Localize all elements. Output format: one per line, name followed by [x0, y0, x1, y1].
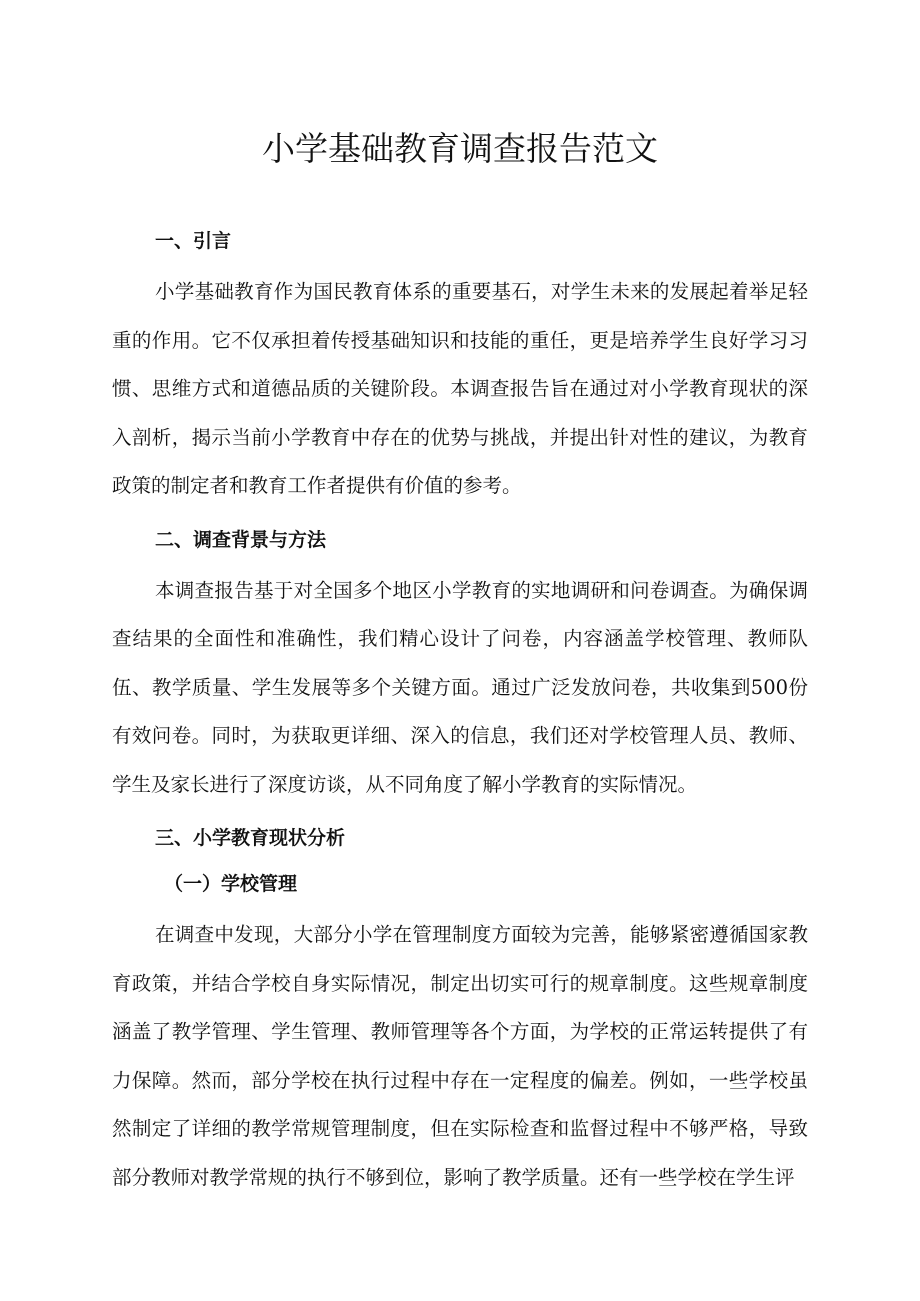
paragraph-background: 本调查报告基于对全国多个地区小学教育的实地调研和问卷调查。为确保调查结果的全面性和准确性，我们精心设计了问卷，内容涵盖学校管理、教师队伍、教学质量、学生发展等多个关键方面。通过广泛发放问卷，共收集到500份有效问卷。同时，为获取更详细、深入的信息，我们还对学校管理人员、教师、学生及家长进行了深度访谈，从不同角度了解小学教育的实际情况。 [112, 578, 808, 796]
document-title: 小学基础教育调查报告范文 [262, 129, 658, 168]
subsection-heading-school-management: （一）学校管理 [164, 873, 298, 895]
paragraph-school-management: 在调查中发现，大部分小学在管理制度方面较为完善，能够紧密遵循国家教育政策，并结合学校自身实际情况，制定出切实可行的规章制度。这些规章制度涵盖了教学管理、学生管理、教师管理等各个方面，为学校的正常运转提供了有力保障。然而，部分学校在执行过程中存在一定程度的偏差。例如，一些学校虽然制定了详细的教学常规管理制度，但在实际检查和监督过程中不够严格，导致部分教师对教学常规的执行不够到位，影响了教学质量。还有一些学校在学生评 [112, 923, 808, 1189]
section-heading-analysis: 三、小学教育现状分析 [155, 827, 346, 849]
section-heading-background: 二、调查背景与方法 [155, 528, 327, 551]
document-body [112, 222, 808, 1202]
paragraph-intro: 小学基础教育作为国民教育体系的重要基石，对学生未来的发展起着举足轻重的作用。它不仅承担着传授基础知识和技能的重任，更是培养学生良好学习习惯、思维方式和道德品质的关键阶段。本调查报告旨在通过对小学教育现状的深入剖析，揭示当前小学教育中存在的优势与挑战，并提出针对性的建议，为教育政策的制定者和教育工作者提供有价值的参考。 [112, 280, 808, 497]
section-heading-intro: 一、引言 [155, 230, 232, 252]
